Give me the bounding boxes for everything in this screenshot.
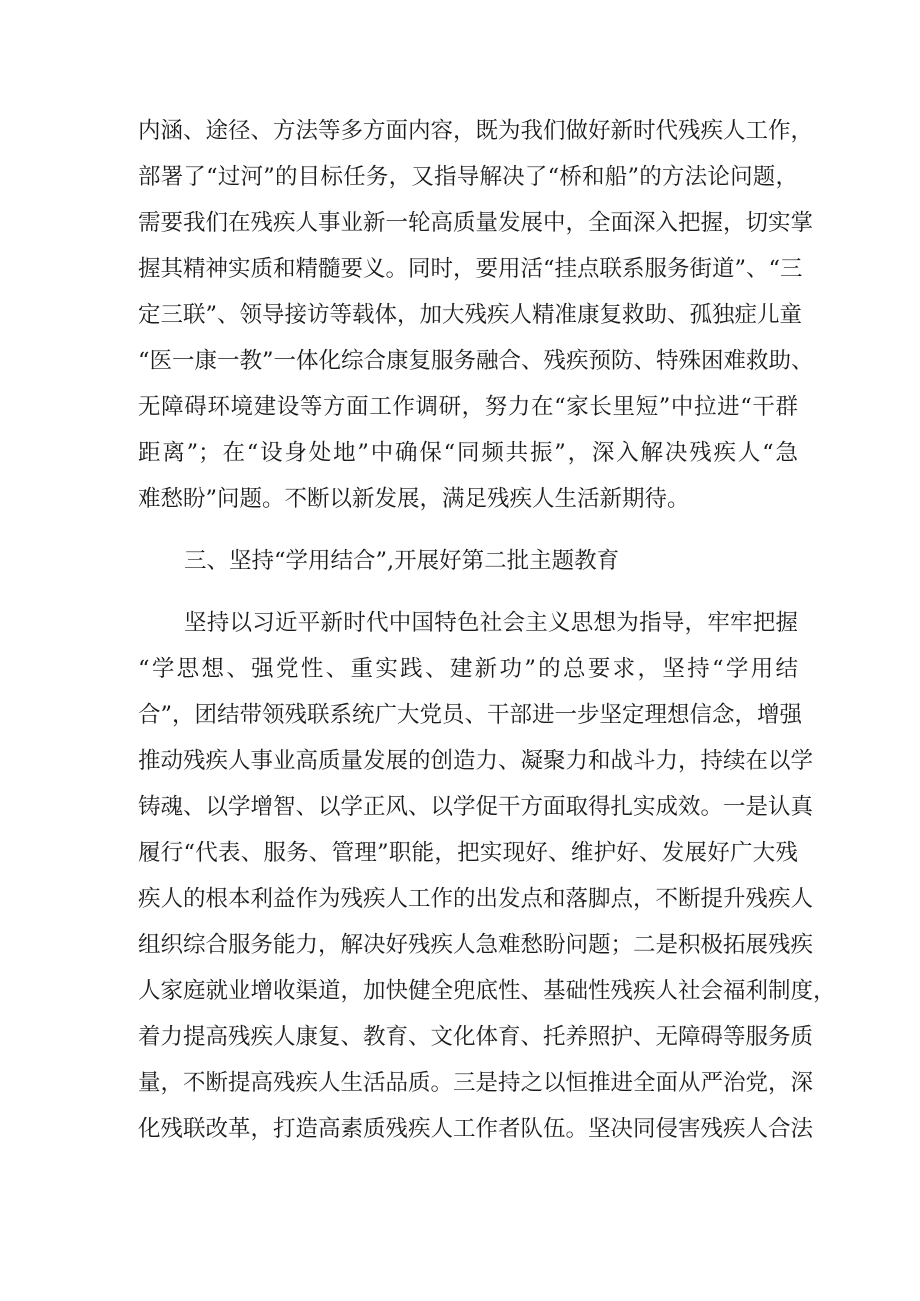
paragraph-line: 合”，团结带领残联系统广大党员、干部进一步坚定理想信念，增强 — [138, 702, 803, 728]
paragraph-line: 需要我们在残疾人事业新一轮高质量发展中，全面深入把握，切实掌 — [138, 210, 814, 236]
paragraph-line: 疾人的根本利益作为残疾人工作的出发点和落脚点，不断提升残疾人 — [138, 886, 814, 912]
paragraph-line: 着力提高残疾人康复、教育、文化体育、托养照护、无障碍等服务质 — [138, 1024, 814, 1050]
paragraph-line: 推动残疾人事业高质量发展的创造力、凝聚力和战斗力，持续在以学 — [138, 748, 814, 774]
paragraph-line: 定三联”、领导接访等载体，加大残疾人精准康复救助、孤独症儿童 — [138, 302, 803, 328]
paragraph-line: 人家庭就业增收渠道，加快健全兜底性、基础性残疾人社会福利制度， — [138, 978, 836, 1004]
paragraph-line: 量，不断提高残疾人生活品质。三是持之以恒推进全面从严治党，深 — [138, 1070, 814, 1096]
paragraph-line: 铸魂、以学增智、以学正风、以学促干方面取得扎实成效。一是认真 — [138, 794, 814, 820]
paragraph-line: 内涵、途径、方法等多方面内容，既为我们做好新时代残疾人工作， — [138, 118, 814, 144]
paragraph-line: 无障碍环境建设等方面工作调研，努力在“家长里短”中拉进“干群 — [138, 394, 798, 420]
section-heading: 三、坚持“学用结合”,开展好第二批主题教育 — [184, 548, 620, 574]
paragraph-line: 坚持以习近平新时代中国特色社会主义思想为指导，牢牢把握 — [184, 610, 798, 636]
paragraph-line: 握其精神实质和精髓要义。同时，要用活“挂点联系服务街道”、“三 — [138, 256, 803, 282]
paragraph-line: “医一康一教”一体化综合康复服务融合、残疾预防、特殊困难救助、 — [138, 348, 814, 374]
paragraph-line: 化残联改革，打造高素质残疾人工作者队伍。坚决同侵害残疾人合法 — [138, 1116, 814, 1142]
paragraph-line: 履行“代表、服务、管理”职能，把实现好、维护好、发展好广大残 — [138, 840, 798, 866]
paragraph-line: 组织综合服务能力，解决好残疾人急难愁盼问题；二是积极拓展残疾 — [138, 932, 814, 958]
paragraph-line: 部署了“过河”的目标任务，又指导解决了“桥和船”的方法论问题， — [138, 164, 798, 190]
paragraph-line: 难愁盼”问题。不断以新发展，满足残疾人生活新期待。 — [138, 486, 690, 512]
paragraph-line: 距离”；在“设身处地”中确保“同频共振”，深入解决残疾人“急 — [138, 440, 798, 466]
paragraph-line: “学思想、强党性、重实践、建新功”的总要求，坚持“学用结 — [138, 656, 798, 682]
